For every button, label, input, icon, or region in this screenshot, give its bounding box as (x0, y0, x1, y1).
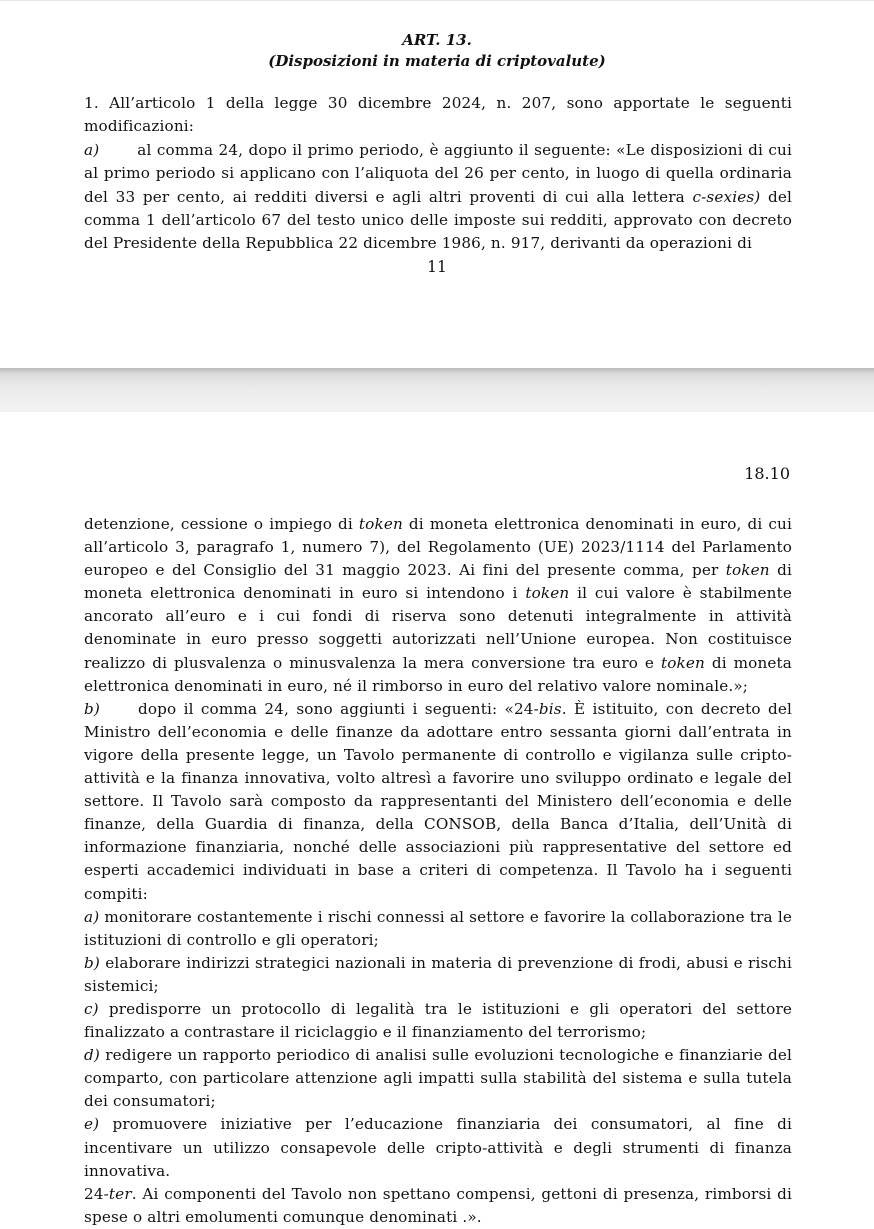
continuation-paragraph (84, 513, 792, 698)
task-item (84, 998, 792, 1044)
task-label: d) (84, 1046, 100, 1065)
task-text: predisporre un protocollo di legalità tra le istituzioni e gli operatori del settore finalizzato a contrastare il riciclaggio e il finanziamento del terrorismo; (84, 999, 792, 1042)
cont-text-4: il cui valore è stabilmente ancorato all’euro e i cui fondi di riserva sono detenuti integralmente in attività denominate in euro presso soggetti autorizzati nell’Unione europea. Non costituisce realizzo di plusvalenza o minusvalenza la mera conversione tra euro e (84, 584, 792, 672)
item-a-paragraph (84, 139, 792, 256)
cont-text-3: di moneta elettronica denominati in euro si intendono i (84, 561, 792, 603)
item-a-text: al comma 24, dopo il primo periodo, è aggiunto il seguente: «Le disposizioni di cui al primo periodo si applicano con l’aliquota del 26 per cento, in luogo di quella ordinaria del 33 per cento, ai redditi diversi e agli altri proventi di cui alla lettera (84, 140, 792, 206)
task-item (84, 1044, 792, 1113)
item-a-label: a) (84, 140, 100, 159)
cont-text-1: detenzione, cessione o impiego di (84, 515, 359, 533)
task-label: c) (84, 999, 99, 1018)
token-term: token (725, 561, 770, 580)
document-number: 18.10 (744, 464, 790, 483)
item-b-label: b) (84, 699, 100, 718)
ter-term: ter (108, 1184, 132, 1203)
item-a-letter: c-sexies) (692, 187, 761, 206)
article-number: ART. 13. (402, 31, 472, 49)
intro-paragraph: 1. All’articolo 1 della legge 30 dicembre 2024, n. 207, sono apportate le seguenti modificazioni: (84, 94, 792, 136)
item-b-text-2: . È istituito, con decreto del Ministro dell’economia e delle finanze da adottare entro sessanta giorni dall’entrata in vigore della presente legge, un Tavolo permanente di controllo e vigilanza sulle cripto-attività e la finanza innovativa, volto altresì a favorire uno sviluppo ordinato e legale del settore. Il Tavolo sarà composto da rappresentanti del Ministero dell’economia e delle finanze, della Guardia di finanza, della CONSOB, della Banca d’Italia, dell’Unità di informazione finanziaria, nonché delle associazioni più rappresentative del settore ed esperti accademici individuati in base a criteri di competenza. Il Tavolo ha i seguenti compiti: (84, 699, 792, 903)
ter-text: . Ai componenti del Tavolo non spettano compensi, gettoni di presenza, rimborsi di spese o altri emolumenti comunque denominati .». (84, 1184, 792, 1226)
task-label: a) (84, 907, 100, 926)
token-term: token (525, 584, 570, 603)
task-label: b) (84, 953, 100, 972)
token-term: token (660, 653, 705, 672)
ter-prefix: 24- (84, 1184, 109, 1203)
page1-body (84, 92, 792, 256)
page-separator (0, 368, 874, 412)
article-subtitle: (Disposizioni in materia di criptovalute) (268, 52, 606, 70)
item-a-text2: del comma 1 dell’articolo 67 del testo unico delle imposte sui redditi, approvato con decreto del Presidente della Repubblica 22 dicembre 1986, n. 917, derivanti da operazioni di (84, 187, 793, 253)
task-text: redigere un rapporto periodico di analisi sulle evoluzioni tecnologiche e finanziarie del comparto, con particolare attenzione agli impatti sulla stabilità del sistema e sulla tutela dei consumatori; (84, 1046, 792, 1111)
token-term: token (358, 515, 403, 533)
cont-text-2: di moneta elettronica denominati in euro, di cui all’articolo 3, paragrafo 1, numero 7), del Regolamento (UE) 2023/1114 del Parlamento europeo e del Consiglio del 31 maggio 2023. Ai fini del presente comma, per (84, 515, 792, 580)
bis-term: bis (538, 699, 562, 718)
cont-text-5: di moneta elettronica denominati in euro, né il rimborso in euro del relativo valore nominale.»; (84, 653, 792, 695)
task-text: promuovere iniziative per l’educazione finanziaria dei consumatori, al fine di incentivare un utilizzo consapevole delle cripto-attività e degli strumenti di finanza innovativa. (84, 1115, 792, 1180)
item-b-text-1: dopo il comma 24, sono aggiunti i seguenti: «24- (137, 699, 539, 718)
task-text: elaborare indirizzi strategici nazionali in materia di prevenzione di frodi, abusi e rischi sistemici; (84, 953, 792, 995)
task-item (84, 952, 792, 998)
task-label: e) (84, 1115, 100, 1134)
page-number: 11 (427, 258, 447, 276)
task-item (84, 1113, 792, 1182)
page2-body (84, 513, 792, 1229)
task-text: monitorare costantemente i rischi connessi al settore e favorire la collaborazione tra le istituzioni di controllo e gli operatori; (84, 907, 792, 949)
top-border (0, 0, 874, 1)
task-item (84, 906, 792, 952)
item-b-paragraph (84, 698, 792, 906)
ter-paragraph (84, 1183, 792, 1229)
